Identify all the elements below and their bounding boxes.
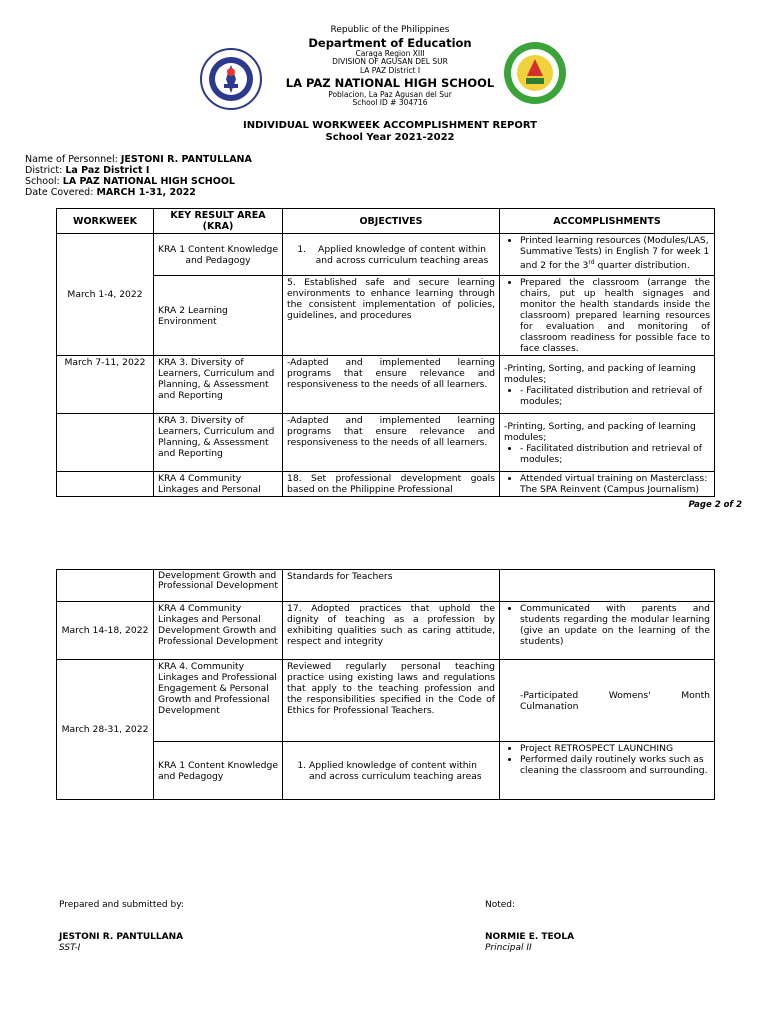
district-text: LA PAZ District I	[359, 66, 421, 75]
acc-text: -Printing, Sorting, and packing of learning modules;	[504, 420, 696, 443]
personnel-school-line	[25, 176, 252, 187]
week-cell: March 14-18, 2022	[57, 602, 154, 660]
department-title: Department of Education	[308, 36, 472, 50]
personnel-date-line	[25, 187, 252, 198]
acc-superscript: rd	[588, 259, 595, 266]
personnel-school: LA PAZ NATIONAL HIGH SCHOOL	[62, 176, 235, 187]
noter-title: Principal II	[485, 943, 532, 953]
report-title: INDIVIDUAL WORKWEEK ACCOMPLISHMENT REPORT	[243, 120, 537, 131]
table-header-row	[57, 209, 715, 234]
objective-item: 1. Applied knowledge of content within and across curriculum teaching areas	[309, 244, 495, 266]
accomplishment-item: • - Facilitated distribution and retrieval of modules;	[520, 443, 710, 465]
week-cell-empty	[57, 472, 154, 497]
accomplishment-cell	[500, 742, 715, 800]
district-label: District:	[25, 165, 66, 176]
accomplishment-cell	[500, 356, 715, 414]
kra-cell: KRA 1 Content Knowledge and Pedagogy	[154, 742, 283, 800]
table-row	[57, 660, 715, 742]
kra-cell: KRA 4 Community Linkages and Personal Development Growth and Professional Development	[154, 602, 283, 660]
noter-name: NORMIE E. TEOLA	[485, 932, 575, 942]
accomplishment-item: • Attended virtual training on Masterclass: The SPA Reinvent (Campus Journalism)	[520, 473, 710, 495]
division-text: DIVISION OF AGUSAN DEL SUR	[332, 57, 448, 66]
accomplishment-list	[504, 277, 710, 354]
accomplishment-item	[520, 235, 710, 271]
objective-cell: 17. Adopted practices that uphold the dignity of teaching as a profession by exhibiting qualities such as caring attitude, respect and integrity	[283, 602, 500, 660]
objective-cell	[283, 742, 500, 800]
accomplishment-cell	[500, 234, 715, 276]
page-label: Page 2 of 2	[688, 500, 742, 510]
school-label: School:	[25, 176, 63, 187]
date-label: Date Covered:	[25, 187, 97, 198]
acc-text: Printed learning resources (Modules/LAS, Summative Tests) in English 7 for week 1 and 2 for the 3	[520, 235, 710, 272]
header-kra: KEY RESULT AREA (KRA)	[154, 209, 283, 234]
table-row	[57, 234, 715, 276]
table-row	[57, 472, 715, 497]
acc-text: -Participated Womens' Month Culmanation	[520, 689, 710, 712]
republic-text: Republic of the Philippines	[330, 25, 450, 35]
acc-text: -Printing, Sorting, and packing of learning modules;	[504, 362, 696, 385]
kra-cell: KRA 4. Community Linkages and Professional Engagement & Personal Growth and Professional Development	[154, 660, 283, 742]
accomplishment-cell	[500, 276, 715, 356]
accomplishment-cell	[500, 414, 715, 472]
accomplishment-item: • Communicated with parents and students regarding the modular learning (give an update on the learning of the students)	[520, 603, 710, 647]
objective-cell: -Adapted and implemented learning programs that ensure relevance and responsiveness to the needs of all learners.	[283, 356, 500, 414]
accomplishment-item: • Project RETROSPECT LAUNCHING	[520, 743, 710, 754]
kra-cell: KRA 2 Learning Environment	[154, 276, 283, 356]
header-workweek: WORKWEEK	[57, 209, 154, 234]
preparer-name: JESTONI R. PANTULLANA	[59, 932, 184, 942]
accomplishment-table-page1	[56, 208, 715, 497]
accomplishment-list	[504, 235, 710, 271]
objective-item: 1. Applied knowledge of content within and across curriculum teaching areas	[309, 760, 495, 782]
noted-label: Noted:	[485, 900, 516, 910]
week-cell: March 28-31, 2022	[57, 660, 154, 800]
week-cell: March 1-4, 2022	[57, 234, 154, 356]
personnel-district-line	[25, 165, 252, 176]
region-text: Caraga Region XIII	[355, 49, 425, 58]
header-accomplishments: ACCOMPLISHMENTS	[500, 209, 715, 234]
school-id-text: School ID # 304716	[352, 98, 428, 107]
week-cell-empty	[57, 570, 154, 602]
accomplishment-cell	[500, 570, 715, 602]
objective-cell: 18. Set professional development goals based on the Philippine Professional	[283, 472, 500, 497]
table-row	[57, 742, 715, 800]
name-label: Name of Personnel:	[25, 154, 121, 165]
date-covered: MARCH 1-31, 2022	[96, 187, 196, 198]
accomplishment-list	[504, 473, 710, 495]
accomplishment-item: • - Facilitated distribution and retrieval of modules;	[520, 385, 710, 407]
acc-text-end: quarter distribution.	[594, 260, 690, 272]
kra-cell: KRA 3. Diversity of Learners, Curriculum and Planning, & Assessment and Reporting	[154, 356, 283, 414]
prepared-label: Prepared and submitted by:	[59, 900, 184, 910]
objective-cell: 5. Established safe and secure learning environments to enhance learning through the consistent implementation of policies, guidelines, and procedures	[283, 276, 500, 356]
table-row	[57, 276, 715, 356]
objective-list	[287, 760, 495, 782]
accomplishment-list	[504, 743, 710, 776]
accomplishment-cell	[500, 472, 715, 497]
personnel-info	[25, 154, 252, 198]
table-row	[57, 602, 715, 660]
table-row	[57, 414, 715, 472]
accomplishment-list	[504, 603, 710, 647]
school-title: LA PAZ NATIONAL HIGH SCHOOL	[285, 76, 495, 90]
accomplishment-list	[504, 443, 710, 465]
accomplishment-item: • Prepared the classroom (arrange the chairs, put up health signages and monitor the health standards inside the classroom) prepared learning resources for evaluation and monitoring of classroom readiness for possible face to face classes.	[520, 277, 710, 354]
kra-cell: KRA 3. Diversity of Learners, Curriculum and Planning, & Assessment and Reporting	[154, 414, 283, 472]
objective-cell	[283, 234, 500, 276]
week-cell-empty	[57, 414, 154, 472]
objective-cell: Standards for Teachers	[283, 570, 500, 602]
kra-cell: Development Growth and Professional Development	[154, 570, 283, 602]
kra-cell: KRA 1 Content Knowledge and Pedagogy	[154, 234, 283, 276]
personnel-district: La Paz District I	[65, 165, 150, 176]
table-row	[57, 570, 715, 602]
accomplishment-cell	[500, 602, 715, 660]
personnel-name: JESTONI R. PANTULLANA	[120, 154, 252, 165]
header-objectives: OBJECTIVES	[283, 209, 500, 234]
personnel-name-line	[25, 154, 252, 165]
objective-cell: -Adapted and implemented learning programs that ensure relevance and responsiveness to the needs of all learners.	[283, 414, 500, 472]
accomplishment-cell	[500, 660, 715, 742]
school-year: School Year 2021-2022	[325, 132, 455, 143]
accomplishment-list	[504, 385, 710, 407]
accomplishment-item: • Performed daily routinely works such as cleaning the classroom and surrounding.	[520, 754, 710, 776]
kra-cell: KRA 4 Community Linkages and Personal	[154, 472, 283, 497]
week-cell: March 7-11, 2022	[57, 356, 154, 414]
objective-list	[287, 244, 495, 266]
preparer-title: SST-I	[59, 943, 81, 953]
table-row	[57, 356, 715, 414]
address-text: Poblacion, La Paz Agusan del Sur	[328, 90, 452, 99]
accomplishment-table-page2	[56, 569, 715, 800]
objective-cell: Reviewed regularly personal teaching practice using existing laws and regulations that apply to the teaching profession and the responsibilities specified in the Code of Ethics for Professional Teachers.	[283, 660, 500, 742]
